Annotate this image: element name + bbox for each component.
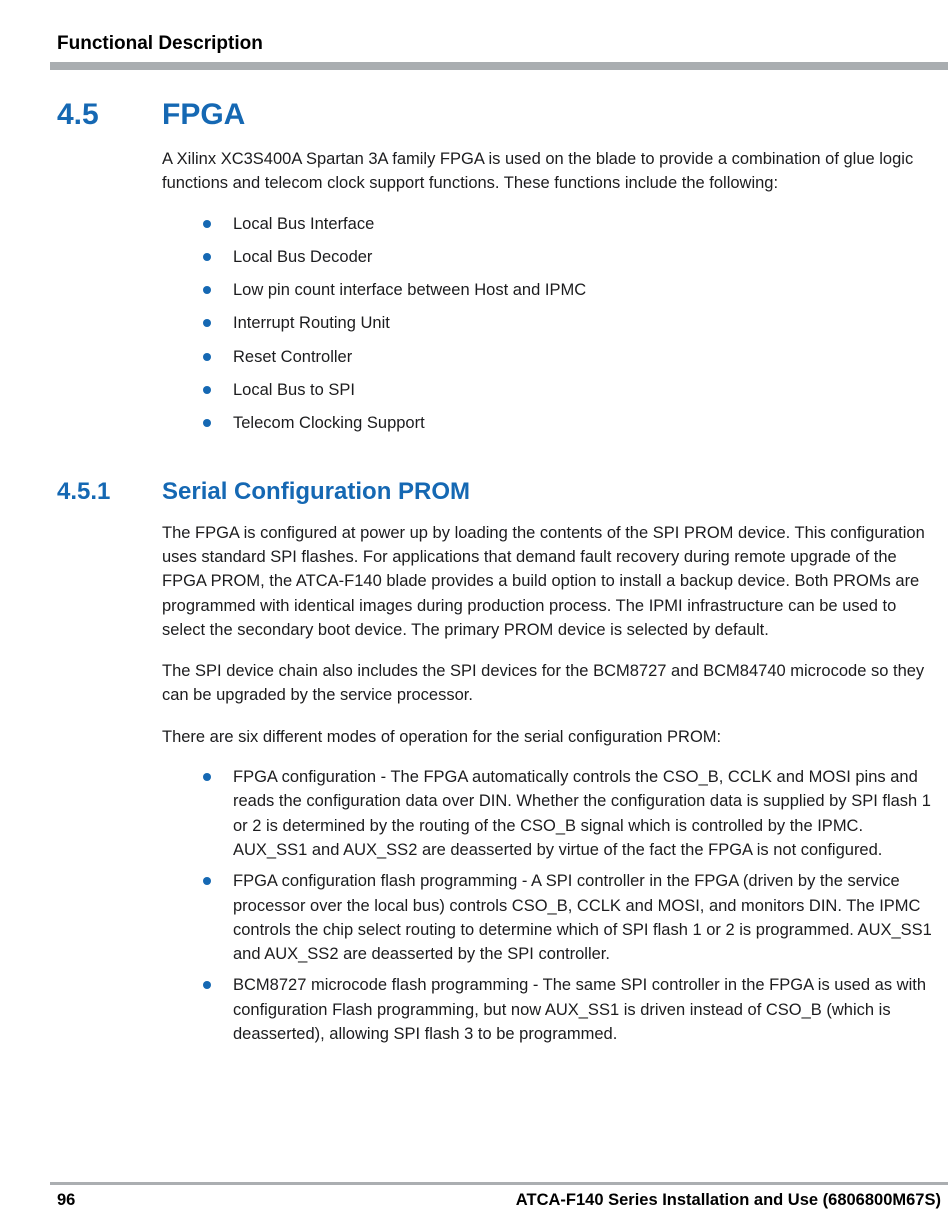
section-heading <box>57 98 950 132</box>
list-item <box>162 345 941 369</box>
section-serial-configuration-prom <box>0 478 950 1047</box>
prom-modes-list <box>162 765 941 1046</box>
page-number: 96 <box>57 1191 76 1209</box>
section-title: FPGA <box>162 98 246 131</box>
list-item-text: Interrupt Routing Unit <box>233 314 390 333</box>
list-item-text: Local Bus to SPI <box>233 381 355 400</box>
section-intro-paragraph: A Xilinx XC3S400A Spartan 3A family FPGA is used on the blade to provide a combination of glue logic functions and telecom clock support functions. These functions include the following: <box>162 150 914 193</box>
fpga-function-list <box>162 212 941 436</box>
header-rule <box>50 62 948 70</box>
list-item-text: Telecom Clocking Support <box>233 414 425 433</box>
bullet-icon <box>203 353 211 361</box>
list-item-text: FPGA configuration - The FPGA automatically controls the CSO_B, CCLK and MOSI pins and reads the configuration data over DIN. Whether the configuration data is supplied by SPI flash 1 or 2 is determined by the routing of the CSO_B signal which is controlled by the IPMC. AUX_SS1 and AUX_SS2 are deasserted by virtue of the fact the FPGA is not configured. <box>233 768 931 859</box>
list-item-text: Local Bus Decoder <box>233 247 373 266</box>
bullet-icon <box>203 877 211 885</box>
list-item <box>162 869 941 966</box>
footer <box>57 1191 941 1210</box>
bullet-icon <box>203 319 211 327</box>
paragraph: There are six different modes of operation for the serial configuration PROM: <box>162 727 722 746</box>
list-item <box>162 212 941 236</box>
list-item-text: BCM8727 microcode flash programming - The same SPI controller in the FPGA is used as with configuration Flash programming, but now AUX_SS1 is driven instead of CSO_B (which is deasserted), allowing SPI flash 3 to be programmed. <box>233 976 926 1044</box>
list-item <box>162 765 941 862</box>
document-title: ATCA-F140 Series Installation and Use (6806800M67S) <box>515 1191 941 1209</box>
list-item-text: FPGA configuration flash programming - A SPI controller in the FPGA (driven by the service processor over the local bus) controls CSO_B, CCLK and MOSI, and monitors DIN. The IPMC controls the chip select routing to determine which of SPI flash 1 or 2 is programmed. AUX_SS1 and AUX_SS2 are deasserted by the SPI controller. <box>233 872 932 964</box>
section-number: 4.5 <box>57 98 99 131</box>
bullet-icon <box>203 286 211 294</box>
footer-rule <box>50 1182 948 1185</box>
bullet-icon <box>203 773 211 781</box>
bullet-icon <box>203 253 211 261</box>
list-item-text: Reset Controller <box>233 347 353 366</box>
list-item-text: Local Bus Interface <box>233 214 375 233</box>
subsection-number: 4.5.1 <box>57 477 111 505</box>
list-item <box>162 378 941 402</box>
list-item-text: Low pin count interface between Host and IPMC <box>233 281 587 300</box>
list-item <box>162 411 941 435</box>
list-item <box>162 245 941 269</box>
paragraph: The FPGA is configured at power up by loading the contents of the SPI PROM device. This configuration uses standard SPI flashes. For applications that demand fault recovery during remote upgrade of the FPGA PROM, the ATCA-F140 blade provides a build option to install a backup device. Both PROMs are programmed with identical images during production process. The IPMI infrastructure can be used to select the secondary boot device. The primary PROM device is selected by default. <box>162 523 925 639</box>
list-item <box>162 278 941 302</box>
list-item <box>162 311 941 335</box>
bullet-icon <box>203 419 211 427</box>
running-header: Functional Description <box>57 33 263 54</box>
subsection-heading <box>57 478 950 506</box>
subsection-title: Serial Configuration PROM <box>162 477 471 505</box>
section-fpga <box>0 98 950 436</box>
paragraph: The SPI device chain also includes the SPI devices for the BCM8727 and BCM84740 microcode so they can be upgraded by the service processor. <box>162 662 925 705</box>
bullet-icon <box>203 220 211 228</box>
bullet-icon <box>203 386 211 394</box>
bullet-icon <box>203 981 211 989</box>
list-item <box>162 973 941 1046</box>
